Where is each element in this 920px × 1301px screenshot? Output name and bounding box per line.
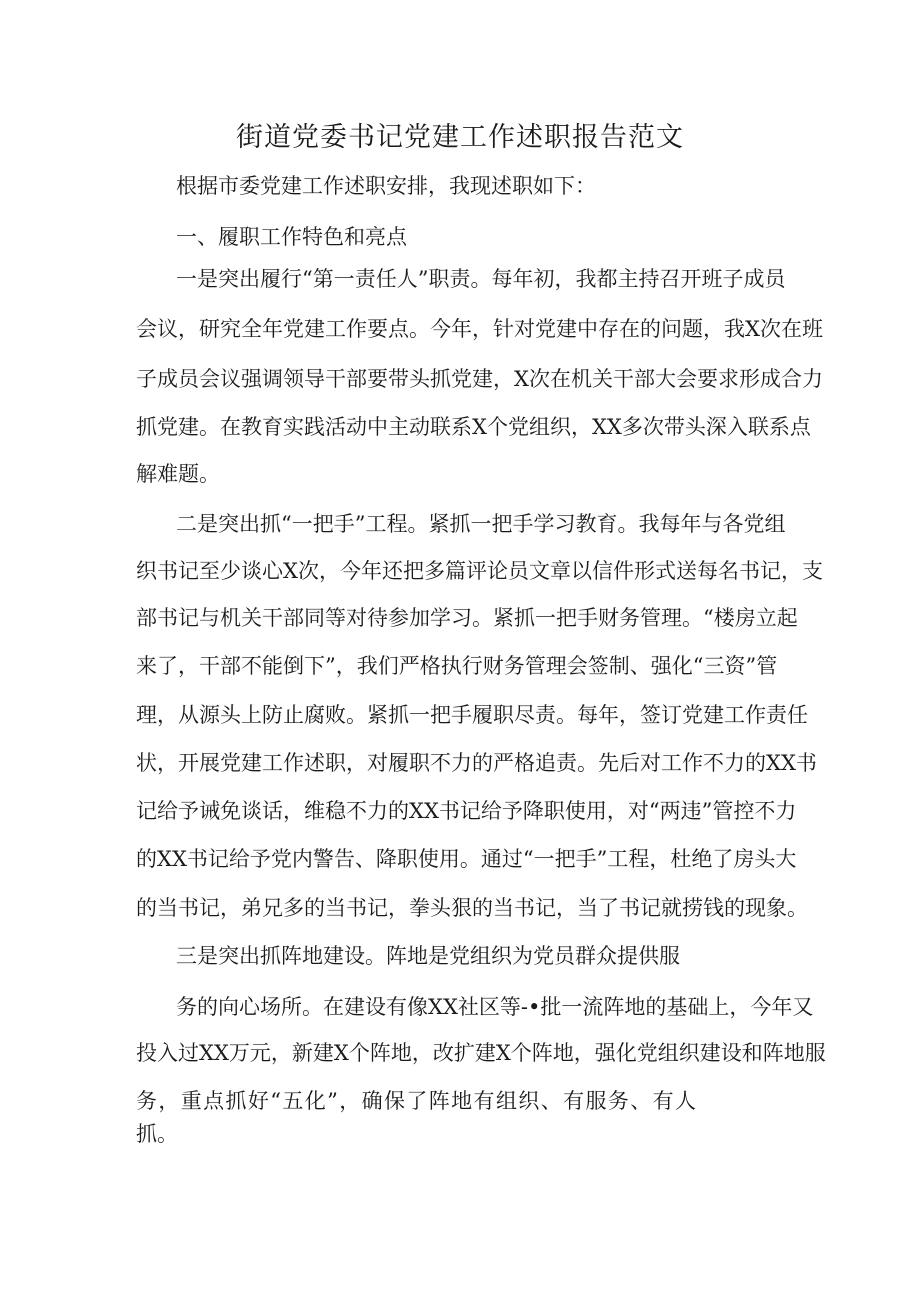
paragraph-2-line-4: 来了，干部不能倒下”，我们严格执行财务管理会签制、强化“三资”管 <box>136 654 778 678</box>
paragraph-3-line-2: 务的向心场所。在建设有像XX社区等-•批一流阵地的基础上，今年又 <box>176 995 814 1019</box>
paragraph-2-line-6: 状，开展党建工作述职，对履职不力的严格追责。先后对工作不力的XX书 <box>136 751 817 775</box>
paragraph-2-line-7: 记给予诫免谈话，维稳不力的XX书记给予降职使用，对“两违”管控不力 <box>136 799 797 823</box>
paragraph-1-line-2: 会议，研究全年党建工作要点。今年，针对党建中存在的问题，我X次在班 <box>136 317 823 341</box>
paragraph-1-line-1: 一是突出履行“第一责任人”职责。每年初，我都主持召开班子成员 <box>176 267 786 291</box>
paragraph-2-line-5: 理，从源头上防止腐败。紧抓一把手履职尽责。每年，签订党建工作责任 <box>136 703 808 727</box>
paragraph-2-line-9: 的当书记，弟兄多的当书记，拳头狠的当书记，当了书记就捞钱的现象。 <box>136 896 808 920</box>
paragraph-3-line-5: 抓。 <box>136 1122 178 1146</box>
document-title: 街道党委书记党建工作述职报告范文 <box>236 122 684 153</box>
paragraph-3-line-4: 务，重点抓好“五化”，确保了阵地有组织、有服务、有人 <box>136 1089 696 1113</box>
paragraph-2-line-2: 织书记至少谈心X次，今年还把多篇评论员文章以信件形式送每名书记，支 <box>136 559 823 583</box>
paragraph-2-line-8: 的XX书记给予党内警告、降职使用。通过“一把手”工程，杜绝了房头大 <box>136 847 797 871</box>
paragraph-2-line-1: 二是突出抓“一把手”工程。紧抓一把手学习教育。我每年与各党组 <box>176 512 786 536</box>
section-heading: 一、履职工作特色和亮点 <box>176 225 407 249</box>
intro-line: 根据市委党建工作述职安排，我现述职如下： <box>176 174 596 198</box>
paragraph-1-line-3: 子成员会议强调领导干部要带头抓党建，X次在机关干部大会要求形成合力 <box>136 367 823 391</box>
paragraph-1-line-4: 抓党建。在教育实践活动中主动联系X个党组织，XX多次带头深入联系点 <box>136 415 811 439</box>
paragraph-1-line-5: 解难题。 <box>136 462 220 486</box>
paragraph-2-line-3: 部书记与机关干部同等对待参加学习。紧抓一把手财务管理。“楼房立起 <box>136 606 798 630</box>
paragraph-3-line-3: 投入过XX万元，新建X个阵地，改扩建X个阵地，强化党组织建设和阵地服 <box>136 1041 826 1065</box>
paragraph-3-line-1: 三是突出抓阵地建设。阵地是党组织为党员群众提供服 <box>176 944 680 968</box>
